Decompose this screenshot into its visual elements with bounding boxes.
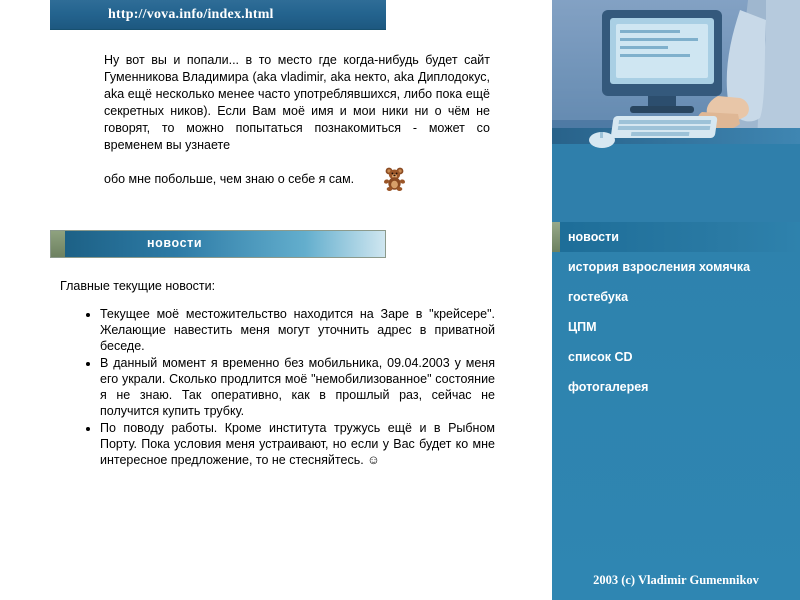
sidebar-item-gostebuka[interactable] xyxy=(552,282,800,312)
url-bar xyxy=(50,0,386,30)
news-header-gradient xyxy=(65,231,385,257)
sidebar-item-label: история взросления хомячка xyxy=(568,260,751,274)
news-header-tab xyxy=(51,231,65,257)
site-url: http://vova.info/index.html xyxy=(108,7,274,22)
list-item: • Текущее моё местожительство находится на Заре в "крейсере". Желающие навестить меня могут уточнить адрес в приватной беседе. xyxy=(100,306,495,354)
intro-text xyxy=(104,52,490,188)
list-item: • В данный момент я временно без мобильника, 09.04.2003 у меня его украли. Сколько продлится моё "немобилизованное" состояние я не знаю. Так оперативно, как в прошлый раз, сейчас не получится купить трубку. xyxy=(100,355,495,419)
sidebar-item-label: гостебука xyxy=(568,290,629,304)
list-item: • По поводу работы. Кроме института тружусь ещё и в Рыбном Порту. Пока условия меня устраивают, но если у Вас будет ко мне интересное предложение, то не стесняйтесь. ☺ xyxy=(100,420,495,468)
sidebar-item-label: список CD xyxy=(568,350,633,364)
news-lead-text: Главные текущие новости: xyxy=(60,279,216,293)
sidebar-item-label: фотогалерея xyxy=(568,380,649,394)
header-illustration xyxy=(552,0,800,222)
sidebar-item-label: новости xyxy=(568,230,619,244)
sidebar xyxy=(552,0,800,600)
teddy-bear-icon xyxy=(383,165,407,191)
sidebar-item-label: ЦПМ xyxy=(568,320,597,334)
sidebar-nav xyxy=(552,222,800,402)
sidebar-item-istoriya[interactable] xyxy=(552,252,800,282)
sidebar-item-cpm[interactable] xyxy=(552,312,800,342)
news-heading-label: новости xyxy=(147,236,203,250)
news-list xyxy=(70,306,495,469)
intro-paragraph-2: обо мне побольше, чем знаю о себе я сам. xyxy=(104,172,355,186)
sidebar-item-novosti[interactable] xyxy=(552,222,800,252)
sidebar-item-spisok-cd[interactable] xyxy=(552,342,800,372)
intro-paragraph-1: Ну вот вы и попали... в то место где когда-нибудь будет сайт Гуменникова Владимира (aka vladimir, aka некто, aka Диплодокус, aka ещё несколько менее часто употреблявшихся, либо пока ещё секретных ников). Если Вам моё имя и мои ники ни о чём не говорят, то можно попытаться познакомиться - может со временем вы узнаете xyxy=(104,53,490,152)
sidebar-item-fotogalereya[interactable] xyxy=(552,372,800,402)
news-section-header xyxy=(50,230,386,258)
copyright-footer: 2003 (c) Vladimir Gumennikov xyxy=(593,573,759,587)
